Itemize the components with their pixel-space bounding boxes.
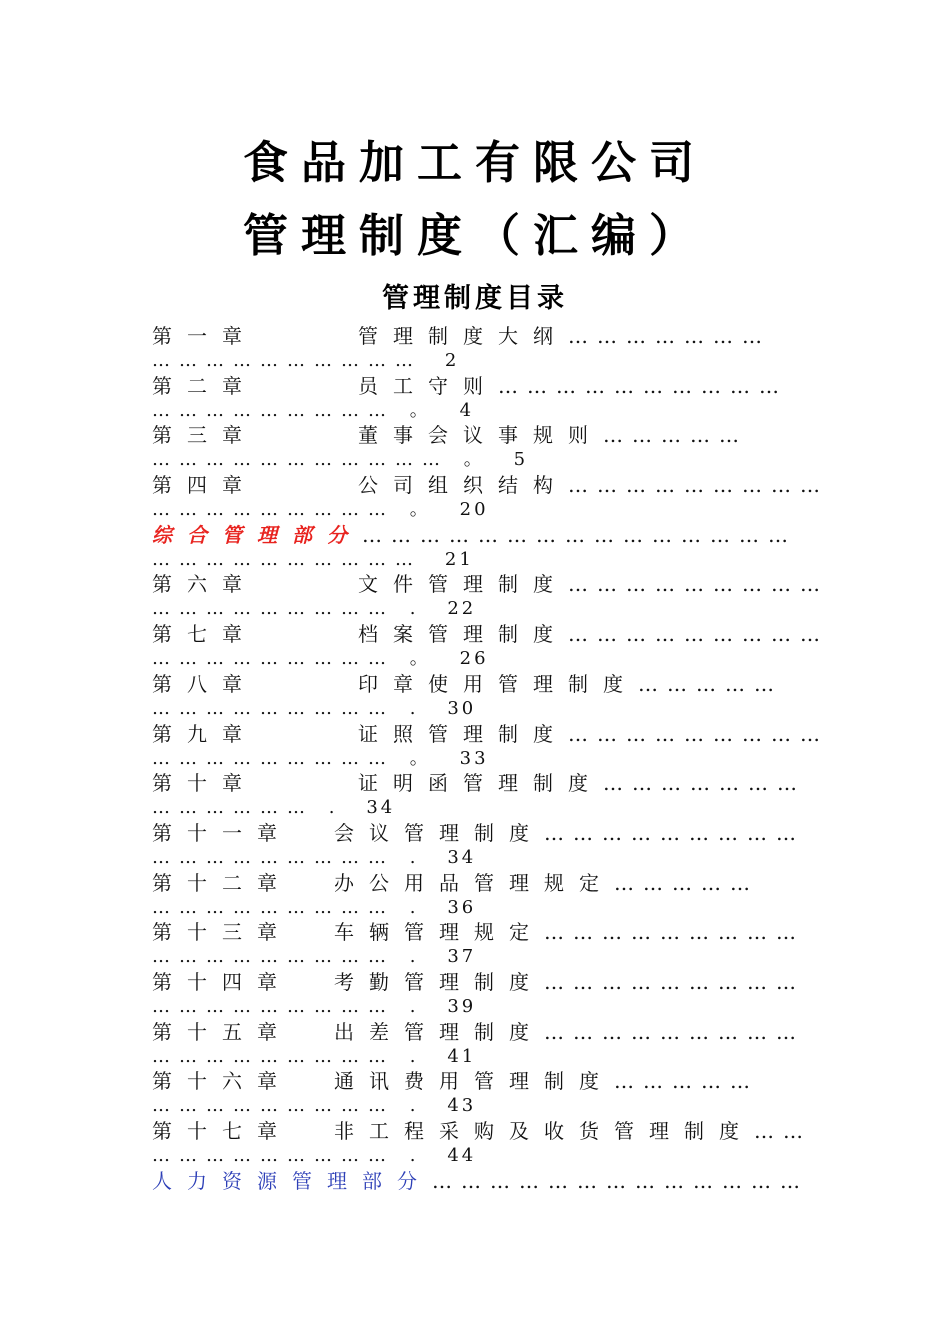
leader-dots: ……………………… .	[152, 995, 425, 1017]
leader-dots: ………………………	[544, 920, 805, 945]
toc-entry-continuation	[152, 1094, 792, 1117]
spacer	[424, 1046, 447, 1067]
toc-entry-continuation	[152, 896, 792, 919]
leader-dots: ………………………	[568, 721, 829, 746]
leader-dots: ……	[754, 1119, 812, 1143]
chapter-number: 第十六章	[152, 1069, 292, 1094]
chapter-title: 办公用品管理规定	[334, 870, 614, 895]
spacer	[424, 1095, 447, 1116]
leader-dots: …………………………	[152, 548, 422, 570]
spacer	[437, 648, 460, 669]
toc-entry[interactable]	[152, 770, 806, 820]
chapter-number: 第三章	[152, 423, 257, 448]
page-number: 43	[447, 1095, 477, 1117]
chapter-number: 第十四章	[152, 969, 292, 994]
page-number: 5	[513, 449, 529, 471]
chapter-number: 第十五章	[152, 1019, 292, 1044]
document-subtitle: 管理制度（汇编）	[242, 209, 707, 262]
chapter-number: 第九章	[152, 721, 257, 746]
toc-entry-line	[152, 820, 805, 846]
toc-entry-line	[152, 571, 829, 597]
toc-entry[interactable]	[152, 919, 805, 969]
leader-dots: ……………………… 。	[152, 499, 437, 521]
leader-dots: …………………………	[152, 350, 422, 371]
toc-entry[interactable]	[152, 373, 792, 423]
leader-dots: …………………………… 。	[152, 449, 491, 471]
toc-entry[interactable]	[152, 870, 792, 920]
toc-entry-continuation	[152, 697, 792, 720]
leader-dots: ………………………	[544, 820, 805, 845]
chapter-title: 车辆管理规定	[334, 920, 544, 945]
chapter-title: 员工守则	[358, 373, 498, 398]
toc-entry-line	[152, 870, 792, 896]
toc-entry-continuation	[152, 597, 792, 620]
chapter-title: 管理制度大纲	[358, 324, 568, 348]
chapter-number: 第十二章	[152, 870, 292, 895]
leader-dots: ……………………… .	[152, 846, 425, 868]
document-title: 食品加工有限公司	[242, 136, 707, 189]
toc-entry-continuation	[152, 448, 792, 471]
toc-entry-line	[152, 919, 805, 945]
leader-dots: ……………………… 。	[152, 399, 437, 421]
leader-dots: ……………………… 。	[152, 648, 437, 670]
page-number: 34	[447, 846, 477, 868]
toc-entry-line	[152, 323, 792, 349]
spacer	[424, 996, 447, 1017]
leader-dots: ……………	[614, 1069, 759, 1094]
chapter-title: 印章使用管理制度	[358, 671, 638, 696]
spacer	[424, 946, 447, 967]
leader-dots: ………………………	[568, 572, 829, 597]
leader-dots: …………………………………	[432, 1168, 809, 1193]
leader-dots: ……………	[603, 423, 748, 448]
leader-dots: ……………………… .	[152, 598, 425, 620]
toc-entry[interactable]	[152, 571, 829, 621]
toc-entry-line	[152, 373, 792, 399]
page-number: 44	[447, 1145, 477, 1166]
page-number: 20	[459, 499, 489, 521]
toc-entry[interactable]	[152, 323, 792, 373]
chapter-number: 第十三章	[152, 920, 292, 945]
toc-entry-line	[152, 1168, 809, 1194]
page-number: 4	[459, 399, 475, 421]
toc-entry-continuation	[152, 498, 792, 521]
chapter-title: 证照管理制度	[358, 721, 568, 746]
toc-entry-continuation	[152, 647, 792, 670]
toc-entry[interactable]	[152, 1118, 812, 1168]
spacer	[343, 797, 366, 818]
toc-entry-line	[152, 522, 797, 548]
chapter-number: 第一章	[152, 324, 257, 348]
table-of-contents	[152, 323, 829, 1217]
toc-section-heading[interactable]	[152, 522, 797, 572]
leader-dots: ……………	[638, 671, 783, 696]
chapter-number: 第二章	[152, 373, 257, 398]
chapter-number: 第八章	[152, 671, 257, 696]
toc-heading: 管理制度目录	[382, 283, 568, 314]
chapter-title: 综合管理部分	[152, 522, 362, 547]
toc-section-heading[interactable]	[152, 1168, 809, 1218]
chapter-title: 文件管理制度	[358, 572, 568, 597]
chapter-title: 公司组织结构	[358, 473, 568, 498]
toc-entry-line	[152, 969, 805, 995]
leader-dots: …………………	[603, 771, 806, 796]
toc-entry-line	[152, 621, 829, 647]
leader-dots: ……………………… .	[152, 1095, 425, 1117]
toc-entry-continuation	[152, 945, 792, 968]
leader-dots: ……………………… .	[152, 946, 425, 968]
toc-entry[interactable]	[152, 1068, 792, 1118]
spacer	[424, 598, 447, 619]
toc-entry[interactable]	[152, 671, 792, 721]
toc-entry-continuation	[152, 399, 792, 422]
chapter-title: 会议管理制度	[334, 820, 544, 845]
spacer	[424, 698, 447, 719]
leader-dots: ……………… .	[152, 797, 344, 819]
page-number: 26	[459, 648, 489, 670]
toc-entry-line	[152, 1019, 805, 1045]
chapter-title: 证明函管理制度	[358, 771, 603, 796]
toc-entry[interactable]	[152, 969, 805, 1019]
page-number: 41	[447, 1045, 477, 1067]
leader-dots: ………………………	[544, 969, 805, 994]
chapter-title: 通讯费用管理制度	[334, 1069, 614, 1094]
chapter-number: 第七章	[152, 622, 257, 647]
chapter-number: 第十一章	[152, 820, 292, 845]
toc-entry-continuation	[152, 1045, 792, 1068]
leader-dots: ………………………………………	[362, 522, 797, 547]
spacer	[437, 499, 460, 520]
leader-dots: ………………………	[544, 1019, 805, 1044]
leader-dots: ……………………… .	[152, 896, 425, 918]
chapter-title: 人力资源管理部分	[152, 1168, 432, 1193]
toc-entry-continuation	[152, 548, 792, 571]
leader-dots: ………………………	[568, 622, 829, 647]
leader-dots: ……………………… 。	[152, 747, 437, 769]
chapter-number: 第四章	[152, 473, 257, 498]
chapter-title: 档案管理制度	[358, 622, 568, 647]
toc-entry-continuation	[152, 349, 792, 372]
toc-entry[interactable]	[152, 621, 829, 671]
page-number: 39	[447, 995, 477, 1017]
spacer	[424, 1145, 447, 1166]
spacer	[437, 748, 460, 769]
leader-dots: ……………………… .	[152, 1045, 425, 1067]
toc-entry[interactable]	[152, 721, 829, 771]
spacer	[491, 449, 514, 470]
chapter-number: 第十七章	[152, 1119, 292, 1143]
leader-dots: ……………………… .	[152, 697, 425, 719]
page-number: 21	[444, 548, 474, 570]
toc-entry-line	[152, 422, 792, 448]
toc-entry[interactable]	[152, 422, 792, 472]
toc-entry-continuation	[152, 995, 792, 1018]
spacer	[422, 350, 445, 371]
toc-entry-line	[152, 721, 829, 747]
chapter-title: 董事会议事规则	[358, 423, 603, 448]
toc-entry-line	[152, 472, 829, 498]
chapter-title: 考勤管理制度	[334, 969, 544, 994]
toc-entry-line	[152, 1118, 812, 1144]
toc-entry-line	[152, 770, 806, 796]
page-number: 2	[444, 350, 460, 371]
toc-entry-line	[152, 1068, 792, 1094]
toc-entry[interactable]	[152, 1019, 805, 1069]
toc-entry[interactable]	[152, 820, 805, 870]
toc-entry[interactable]	[152, 472, 829, 522]
toc-entry-continuation	[152, 1144, 792, 1167]
leader-dots: ……………………… .	[152, 1145, 425, 1166]
leader-dots: …………………	[568, 324, 771, 348]
toc-entry-continuation	[152, 846, 792, 869]
leader-dots: ……………	[614, 870, 759, 895]
chapter-title: 非工程采购及收货管理制度	[334, 1119, 754, 1143]
toc-entry-continuation	[152, 747, 792, 770]
page-number: 37	[447, 946, 477, 968]
chapter-title: 出差管理制度	[334, 1019, 544, 1044]
page-number: 22	[447, 598, 477, 620]
page-number: 30	[447, 697, 477, 719]
page-number: 36	[447, 896, 477, 918]
toc-entry-continuation	[152, 796, 792, 819]
spacer	[424, 897, 447, 918]
chapter-number: 第六章	[152, 572, 257, 597]
page-number: 34	[366, 797, 396, 819]
chapter-number: 第十章	[152, 771, 257, 796]
spacer	[424, 847, 447, 868]
toc-entry-line	[152, 671, 792, 697]
spacer	[422, 549, 445, 570]
spacer	[437, 400, 460, 421]
leader-dots: ………………………	[568, 473, 829, 498]
leader-dots: …………………………	[498, 373, 788, 398]
page-number: 33	[459, 747, 489, 769]
